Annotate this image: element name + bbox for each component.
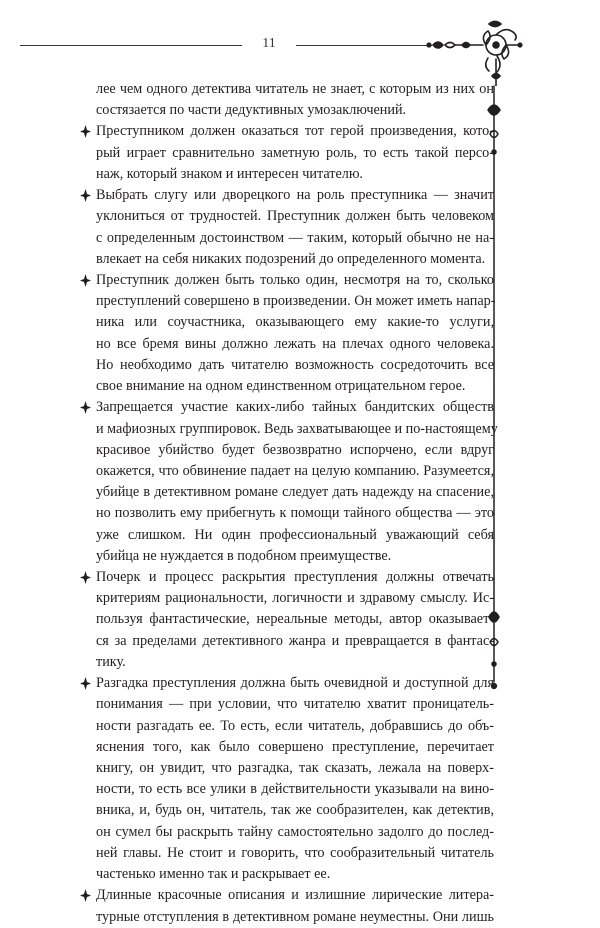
text-line: [96, 185, 494, 206]
text-line: [96, 885, 494, 906]
diamond-bullet-icon: [80, 189, 91, 202]
text-line: [96, 397, 494, 418]
text-line: яснения того, как было совершено преступление, перечитает: [96, 738, 494, 755]
corner-ornament-icon: [425, 18, 523, 86]
text-line-content: Длинные красочные описания и излишние лирические литера-: [96, 887, 494, 904]
diamond-bullet-icon: [80, 889, 91, 902]
text-line: лее чем одного детектива читатель не знает, с которым из них он: [96, 81, 494, 97]
text-line: красивое убийство будет безвозвратно испорчено, если вдруг: [96, 441, 494, 458]
text-line: убийце в детективном романе следует дать надежду на спасение,: [96, 484, 494, 501]
text-line: тику.: [96, 653, 126, 670]
diamond-bullet-icon: [80, 677, 91, 690]
text-line: влекает на себя никаких подозрений до определенного момента.: [96, 250, 486, 267]
text-line: ней главы. Не стоит и говорить, что сообразительный читатель: [96, 844, 494, 861]
diamond-bullet-icon: [80, 571, 91, 584]
text-line: критериям рациональности, логичности и здравому смыслу. Ис-: [96, 590, 494, 607]
header-rule-left: [20, 45, 242, 46]
diamond-bullet-icon: [80, 401, 91, 414]
text-line: ника или соучастника, оказывающего ему какие-то услуги,: [96, 314, 494, 331]
page-number: 11: [262, 36, 276, 51]
text-line: состязается по части дедуктивных умозаключений.: [96, 102, 407, 119]
text-line: уклониться от трудностей. Преступник должен быть человеком: [96, 208, 494, 225]
text-line: [96, 121, 494, 142]
text-line-content: Разгадка преступления должна быть очевидной и доступной для: [96, 675, 494, 692]
text-line: окажется, что обвинение падает на целую компанию. Разумеется,: [96, 462, 494, 479]
text-line: преступлений совершено в произведении. Он может иметь напар-: [96, 293, 496, 310]
text-line: Но необходимо дать читателю возможность сосредоточить все: [96, 356, 494, 373]
text-line-content: Выбрать слугу или дворецкого на роль преступника — значит: [96, 187, 494, 204]
text-line: понимания — при условии, что читателю хватит проницатель-: [96, 696, 494, 713]
text-line: уже слишком. Ни один профессиональный уважающий себя: [96, 526, 494, 543]
text-line: ности, то есть все улики в действительности указывали на вино-: [96, 781, 494, 798]
text-line: но позволить ему прибегнуть к помощи тайного общества — это: [96, 505, 494, 522]
text-line: свое внимание на одном единственном отрицательном герое.: [96, 378, 466, 395]
text-line: пользуя фантастические, нереальные методы, автор оказывает-: [96, 611, 494, 628]
body-text: [96, 79, 498, 928]
text-line: наж, который знаком и интересен читателю.: [96, 165, 363, 182]
text-line: [96, 673, 494, 694]
text-line: вника, и, будь он, читатель, так же сообразителен, как детектив,: [96, 802, 494, 819]
text-line-content: Преступник должен быть только один, несмотря на то, сколько: [96, 271, 494, 288]
text-line-content: Запрещается участие каких-либо тайных бандитских обществ: [96, 399, 494, 416]
header-rule-right: [296, 45, 432, 46]
text-line: книгу, он увидит, что разгадка, так сказать, лежала на поверх-: [96, 760, 494, 776]
text-line: рый играет сравнительно заметную роль, то есть такой персо-: [96, 144, 494, 161]
text-line: турные отступления в детективном романе неуместны. Они лишь: [96, 908, 494, 925]
diamond-bullet-icon: [80, 125, 91, 138]
text-line: [96, 567, 494, 588]
text-line: он сумел бы раскрыть тайну самостоятельно задолго до послед-: [96, 823, 494, 840]
text-line: [96, 270, 494, 291]
text-line: ся за пределами детективного жанра и превращается в фантас-: [96, 632, 494, 649]
text-line: но все бремя вины должно лежать на плечах одного человека.: [96, 335, 494, 352]
text-line: и мафиозных группировок. Ведь захватывающее и по-настоящему: [96, 420, 498, 437]
text-line: ности разгадать ее. То есть, если читатель, добравшись до объ-: [96, 717, 494, 734]
diamond-bullet-icon: [80, 274, 91, 287]
text-line-content: Преступником должен оказаться тот герой произведения, кото-: [96, 123, 494, 140]
text-line: убийца не нуждается в подобном преимуществе.: [96, 547, 392, 564]
text-line-content: Почерк и процесс раскрытия преступления должны отвечать: [96, 569, 494, 586]
text-line: с определенным достоинством — таким, который обычно не на-: [96, 229, 494, 246]
text-line: частенько именно так и раскрывает ее.: [96, 866, 331, 883]
